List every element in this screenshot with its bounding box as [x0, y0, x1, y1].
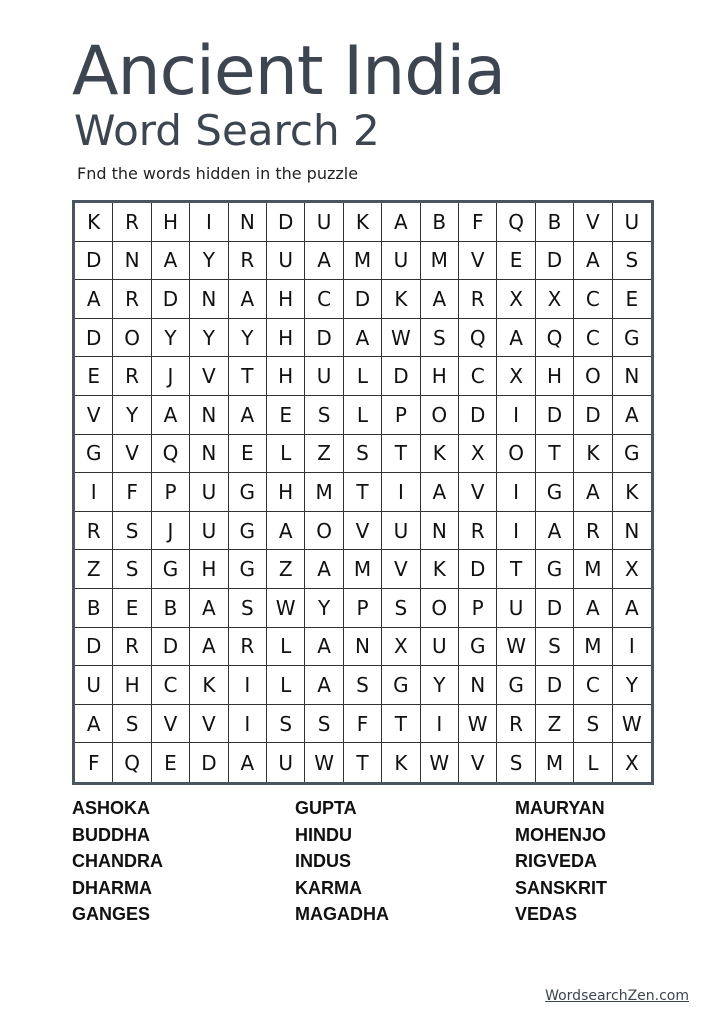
grid-cell: V — [190, 357, 228, 396]
grid-cell: B — [421, 203, 459, 242]
grid-cell: E — [75, 357, 113, 396]
grid-cell: Y — [305, 589, 343, 628]
grid-cell: B — [152, 589, 190, 628]
grid-cell: S — [536, 628, 574, 667]
grid-cell: Z — [267, 550, 305, 589]
grid-cell: W — [459, 705, 497, 744]
grid-cell: H — [267, 473, 305, 512]
grid-cell: J — [152, 512, 190, 551]
grid-cell: D — [382, 357, 420, 396]
grid-cell: W — [305, 743, 343, 782]
grid-cell: O — [574, 357, 612, 396]
grid-cell: U — [305, 203, 343, 242]
grid-cell: A — [305, 550, 343, 589]
grid-cell: P — [152, 473, 190, 512]
grid-cell: D — [459, 396, 497, 435]
grid-cell: L — [344, 396, 382, 435]
grid-cell: F — [75, 743, 113, 782]
grid-cell: A — [574, 242, 612, 281]
grid-cell: Y — [613, 666, 651, 705]
grid-cell: W — [382, 319, 420, 358]
grid-cell: M — [536, 743, 574, 782]
grid-cell: S — [497, 743, 535, 782]
grid-cell: A — [305, 628, 343, 667]
word-item: HINDU — [295, 824, 352, 845]
grid-cell: T — [382, 705, 420, 744]
grid-cell: D — [536, 666, 574, 705]
grid-cell: U — [421, 628, 459, 667]
grid-cell: A — [152, 242, 190, 281]
grid-cell: E — [497, 242, 535, 281]
grid-cell: S — [344, 666, 382, 705]
word-item: INDUS — [295, 851, 352, 871]
grid-cell: A — [152, 396, 190, 435]
grid-cell: A — [421, 280, 459, 319]
grid-cell: K — [382, 743, 420, 782]
grid-cell: S — [113, 705, 151, 744]
grid-cell: Y — [113, 396, 151, 435]
grid-cell: A — [229, 743, 267, 782]
grid-cell: R — [75, 512, 113, 551]
grid-cell: R — [574, 512, 612, 551]
grid-cell: Q — [459, 319, 497, 358]
grid-cell: F — [113, 473, 151, 512]
grid-cell: V — [382, 550, 420, 589]
grid-cell: P — [344, 589, 382, 628]
grid-cell: U — [75, 666, 113, 705]
grid-cell: G — [75, 435, 113, 474]
grid-cell: D — [305, 319, 343, 358]
word-item: CHANDRA — [72, 851, 163, 871]
grid-cell: V — [190, 705, 228, 744]
grid-cell: D — [75, 628, 113, 667]
grid-cell: O — [497, 435, 535, 474]
grid-cell: E — [152, 743, 190, 782]
grid-cell: A — [75, 705, 113, 744]
grid-cell: B — [75, 589, 113, 628]
grid-cell: R — [229, 628, 267, 667]
grid-cell: J — [152, 357, 190, 396]
grid-cell: K — [613, 473, 651, 512]
grid-cell: C — [574, 280, 612, 319]
grid-cell: C — [305, 280, 343, 319]
grid-cell: Z — [305, 435, 343, 474]
word-list-column-3 — [515, 795, 607, 928]
word-item: MAURYAN — [515, 798, 605, 818]
grid-cell: S — [613, 242, 651, 281]
grid-cell: E — [267, 396, 305, 435]
grid-cell: G — [459, 628, 497, 667]
grid-cell: P — [382, 396, 420, 435]
grid-cell: D — [152, 628, 190, 667]
grid-cell: A — [190, 628, 228, 667]
grid-cell: H — [267, 319, 305, 358]
grid-cell: H — [152, 203, 190, 242]
word-item: GUPTA — [295, 798, 357, 818]
grid-cell: G — [152, 550, 190, 589]
grid-cell: W — [267, 589, 305, 628]
grid-cell: A — [421, 473, 459, 512]
grid-cell: S — [305, 396, 343, 435]
grid-cell: V — [152, 705, 190, 744]
grid-cell: H — [190, 550, 228, 589]
grid-cell: R — [459, 512, 497, 551]
grid-cell: U — [267, 242, 305, 281]
grid-cell: X — [613, 550, 651, 589]
grid-cell: M — [305, 473, 343, 512]
grid-cell: N — [190, 280, 228, 319]
grid-cell: B — [536, 203, 574, 242]
grid-cell: V — [344, 512, 382, 551]
grid-cell: S — [229, 589, 267, 628]
grid-cell: D — [190, 743, 228, 782]
grid-cell: O — [305, 512, 343, 551]
grid-cell: D — [536, 396, 574, 435]
grid-cell: R — [113, 357, 151, 396]
grid-cell: X — [497, 357, 535, 396]
grid-cell: A — [267, 512, 305, 551]
grid-cell: F — [344, 705, 382, 744]
grid-cell: O — [421, 396, 459, 435]
grid-cell: K — [382, 280, 420, 319]
grid-cell: H — [421, 357, 459, 396]
grid-cell: O — [113, 319, 151, 358]
grid-cell: R — [113, 628, 151, 667]
grid-cell: D — [536, 589, 574, 628]
grid-cell: Q — [497, 203, 535, 242]
grid-cell: I — [229, 705, 267, 744]
grid-cell: E — [229, 435, 267, 474]
grid-cell: Q — [536, 319, 574, 358]
grid-cell: I — [613, 628, 651, 667]
grid-cell: T — [497, 550, 535, 589]
word-list-column-2 — [295, 795, 389, 928]
grid-cell: F — [459, 203, 497, 242]
page-title: Ancient India — [72, 32, 505, 111]
grid-cell: D — [344, 280, 382, 319]
grid-cell: W — [497, 628, 535, 667]
grid-cell: G — [536, 550, 574, 589]
grid-cell: H — [113, 666, 151, 705]
grid-cell: G — [229, 550, 267, 589]
grid-cell: L — [267, 628, 305, 667]
word-item: DHARMA — [72, 877, 152, 898]
grid-cell: I — [497, 396, 535, 435]
grid-cell: G — [613, 319, 651, 358]
word-item: ASHOKA — [72, 798, 151, 818]
grid-cell: U — [382, 512, 420, 551]
grid-cell: K — [421, 435, 459, 474]
grid-cell: I — [382, 473, 420, 512]
grid-cell: V — [75, 396, 113, 435]
grid-cell: I — [497, 512, 535, 551]
grid-cell: C — [574, 666, 612, 705]
grid-cell: U — [613, 203, 651, 242]
grid-cell: V — [459, 743, 497, 782]
grid-cell: K — [344, 203, 382, 242]
grid-cell: U — [382, 242, 420, 281]
grid-cell: A — [574, 473, 612, 512]
instructions: Fnd the words hidden in the puzzle — [77, 164, 359, 183]
grid-cell: N — [459, 666, 497, 705]
footer-link[interactable]: WordsearchZen.com — [545, 988, 689, 1004]
grid-cell: W — [421, 743, 459, 782]
grid-cell: I — [190, 203, 228, 242]
grid-cell: G — [382, 666, 420, 705]
grid-cell: G — [497, 666, 535, 705]
grid-cell: Q — [113, 743, 151, 782]
word-search-grid — [72, 200, 654, 785]
grid-cell: A — [305, 666, 343, 705]
grid-cell: Y — [152, 319, 190, 358]
grid-cell: L — [344, 357, 382, 396]
grid-cell: S — [267, 705, 305, 744]
grid-cell: M — [344, 550, 382, 589]
grid-cell: I — [497, 473, 535, 512]
word-item: GANGES — [72, 904, 151, 924]
grid-cell: A — [613, 396, 651, 435]
grid-cell: O — [421, 589, 459, 628]
grid-cell: E — [113, 589, 151, 628]
grid-cell: A — [229, 396, 267, 435]
grid-cell: T — [536, 435, 574, 474]
grid-cell: L — [267, 666, 305, 705]
grid-cell: N — [613, 512, 651, 551]
grid-cell: S — [113, 512, 151, 551]
grid-cell: U — [305, 357, 343, 396]
grid-cell: H — [536, 357, 574, 396]
grid-cell: D — [574, 396, 612, 435]
grid-cell: M — [574, 550, 612, 589]
word-item: SANSKRIT — [515, 877, 608, 898]
grid-cell: G — [613, 435, 651, 474]
grid-cell: N — [190, 435, 228, 474]
grid-cell: Y — [229, 319, 267, 358]
grid-cell: I — [421, 705, 459, 744]
grid-cell: U — [497, 589, 535, 628]
word-item: KARMA — [295, 877, 362, 898]
grid-cell: D — [75, 242, 113, 281]
grid-cell: T — [344, 743, 382, 782]
grid-cell: A — [574, 589, 612, 628]
grid-cell: Z — [75, 550, 113, 589]
grid-cell: U — [190, 473, 228, 512]
grid-cell: N — [344, 628, 382, 667]
grid-cell: A — [382, 203, 420, 242]
grid-cell: K — [75, 203, 113, 242]
grid-cell: X — [497, 280, 535, 319]
grid-cell: Y — [190, 319, 228, 358]
word-list-column-1 — [72, 795, 163, 928]
grid-cell: E — [613, 280, 651, 319]
grid-cell: I — [229, 666, 267, 705]
grid-cell: N — [190, 396, 228, 435]
grid-cell: H — [267, 357, 305, 396]
word-item: MAGADHA — [295, 904, 389, 924]
grid-cell: V — [459, 473, 497, 512]
grid-cell: W — [613, 705, 651, 744]
grid-cell: L — [267, 435, 305, 474]
grid-cell: S — [382, 589, 420, 628]
grid-cell: A — [536, 512, 574, 551]
grid-cell: G — [536, 473, 574, 512]
grid-cell: D — [536, 242, 574, 281]
grid-cell: C — [152, 666, 190, 705]
grid-cell: V — [459, 242, 497, 281]
grid-cell: C — [459, 357, 497, 396]
grid-cell: A — [344, 319, 382, 358]
grid-cell: A — [75, 280, 113, 319]
grid-cell: U — [190, 512, 228, 551]
grid-cell: N — [613, 357, 651, 396]
grid-cell: A — [190, 589, 228, 628]
grid-cell: S — [305, 705, 343, 744]
page-subtitle: Word Search 2 — [74, 106, 380, 155]
grid-cell: X — [536, 280, 574, 319]
grid-cell: N — [421, 512, 459, 551]
grid-cell: S — [574, 705, 612, 744]
grid-cell: R — [459, 280, 497, 319]
grid-cell: X — [382, 628, 420, 667]
grid-cell: V — [113, 435, 151, 474]
grid-cell: R — [497, 705, 535, 744]
word-item: MOHENJO — [515, 824, 607, 845]
grid-cell: A — [229, 280, 267, 319]
word-item: BUDDHA — [72, 824, 150, 845]
grid-cell: R — [113, 203, 151, 242]
grid-cell: D — [152, 280, 190, 319]
word-item: VEDAS — [515, 904, 578, 924]
grid-cell: T — [229, 357, 267, 396]
grid-cell: D — [75, 319, 113, 358]
grid-cell: M — [344, 242, 382, 281]
grid-cell: D — [267, 203, 305, 242]
grid-cell: Y — [421, 666, 459, 705]
grid-cell: A — [497, 319, 535, 358]
grid-cell: X — [459, 435, 497, 474]
grid-cell: Y — [190, 242, 228, 281]
grid-cell: N — [229, 203, 267, 242]
grid-cell: S — [344, 435, 382, 474]
grid-cell: D — [459, 550, 497, 589]
grid-cell: X — [624, 750, 639, 775]
grid-cell: K — [421, 550, 459, 589]
grid-cell: I — [75, 473, 113, 512]
grid-cell: M — [574, 628, 612, 667]
grid-cell: M — [421, 242, 459, 281]
grid-cell: S — [113, 550, 151, 589]
grid-cell: Z — [536, 705, 574, 744]
grid-cell: V — [574, 203, 612, 242]
grid-cell: N — [113, 242, 151, 281]
grid-cell: K — [574, 435, 612, 474]
grid-cell: G — [229, 473, 267, 512]
grid-cell: A — [305, 242, 343, 281]
grid-cell: P — [459, 589, 497, 628]
grid-cell: K — [190, 666, 228, 705]
grid-cell: G — [229, 512, 267, 551]
grid-cell: A — [613, 589, 651, 628]
grid-cell: H — [267, 280, 305, 319]
grid-cell: T — [382, 435, 420, 474]
grid-cell: T — [344, 473, 382, 512]
grid-cell: R — [229, 242, 267, 281]
word-item: RIGVEDA — [515, 851, 598, 871]
grid-cell: L — [574, 743, 612, 782]
grid-cell: C — [574, 319, 612, 358]
grid-cell: Q — [152, 435, 190, 474]
grid-cell: S — [421, 319, 459, 358]
grid-cell: R — [113, 280, 151, 319]
grid-cell: U — [267, 743, 305, 782]
